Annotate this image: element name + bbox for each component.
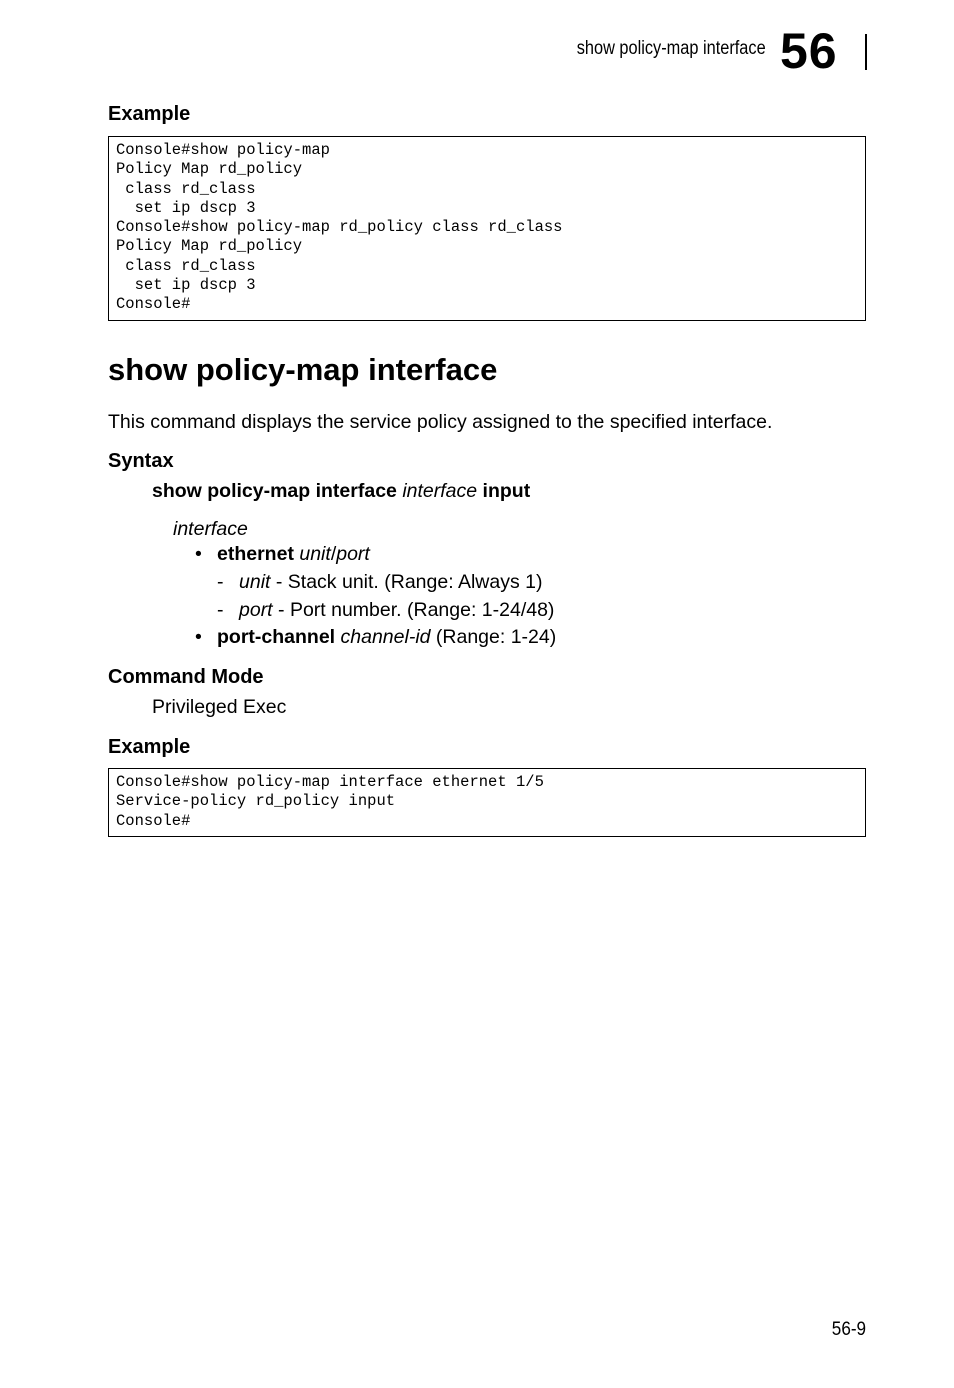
command-mode-heading: Command Mode bbox=[108, 666, 264, 688]
code-line: Policy Map rd_policy bbox=[116, 237, 303, 256]
ethernet-unit: unit bbox=[299, 543, 331, 565]
code-line: Console# bbox=[116, 811, 191, 830]
syntax-command-param: interface bbox=[402, 480, 478, 502]
port-description: - Port number. (Range: 1-24/48) bbox=[272, 599, 555, 621]
code-line: class rd_class bbox=[116, 179, 256, 198]
code-line: Policy Map rd_policy bbox=[116, 160, 303, 179]
sub-item-port-text bbox=[239, 599, 554, 622]
unit-name: unit bbox=[239, 571, 271, 593]
running-header-title: show policy-map interface bbox=[577, 38, 766, 59]
code-line: set ip dscp 3 bbox=[116, 198, 256, 217]
command-mode-value: Privileged Exec bbox=[152, 696, 287, 718]
bullet-dot: • bbox=[195, 626, 202, 648]
bullet-ethernet-text bbox=[217, 543, 370, 566]
bullet-dot: • bbox=[195, 543, 202, 565]
unit-description: - Stack unit. (Range: Always 1) bbox=[270, 571, 543, 593]
example-heading-2: Example bbox=[108, 736, 191, 758]
sub-item-unit-text bbox=[239, 571, 542, 594]
syntax-command-keyword: input bbox=[482, 480, 531, 502]
port-channel-keyword: port-channel bbox=[217, 626, 336, 648]
section-description: This command displays the service policy assigned to the specified interface. bbox=[108, 411, 773, 433]
chapter-divider bbox=[865, 34, 867, 70]
example-heading-1: Example bbox=[108, 103, 191, 125]
code-line: Console#show policy-map rd_policy class rd_class bbox=[116, 218, 563, 237]
code-line: Console#show policy-map interface ethernet 1/5 bbox=[116, 773, 544, 791]
dash-marker: - bbox=[217, 599, 224, 621]
ethernet-keyword: ethernet bbox=[217, 543, 294, 565]
code-line: Console# bbox=[116, 295, 191, 314]
bullet-port-channel-text bbox=[217, 626, 556, 649]
code-block-2 bbox=[108, 768, 866, 837]
dash-marker: - bbox=[217, 571, 224, 593]
page-number: 56-9 bbox=[831, 1319, 866, 1340]
port-channel-range: (Range: 1-24) bbox=[430, 626, 557, 648]
code-line: class rd_class bbox=[116, 256, 256, 275]
code-line: Service-policy rd_policy input bbox=[116, 792, 396, 811]
syntax-heading: Syntax bbox=[108, 450, 174, 472]
code-line: Console#show policy-map bbox=[116, 141, 330, 159]
ethernet-separator: / bbox=[330, 543, 337, 565]
code-block-1 bbox=[108, 136, 866, 321]
syntax-command-name: show policy-map interface bbox=[152, 480, 397, 502]
chapter-number: 56 bbox=[780, 23, 838, 79]
ethernet-port: port bbox=[336, 543, 370, 565]
section-title: show policy-map interface bbox=[108, 352, 498, 387]
param-name bbox=[173, 518, 248, 541]
code-line: set ip dscp 3 bbox=[116, 276, 256, 295]
syntax-command bbox=[152, 480, 530, 503]
port-name: port bbox=[239, 599, 273, 621]
param-name-text: interface bbox=[173, 518, 248, 540]
port-channel-id: channel-id bbox=[340, 626, 431, 648]
